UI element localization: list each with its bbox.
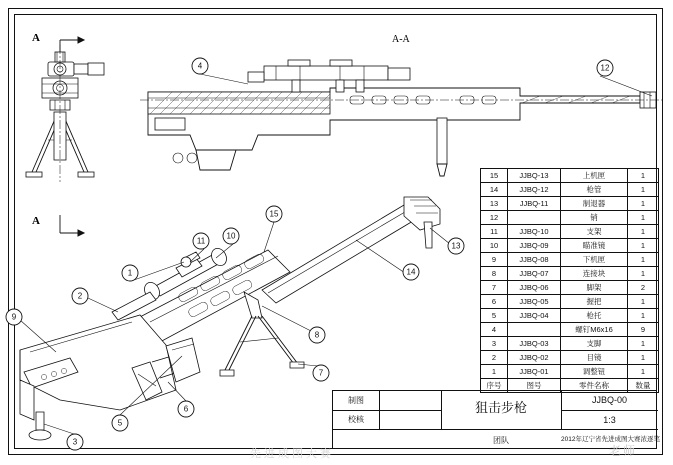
bom-cell-qty: 1 [628, 239, 659, 253]
bom-cell-no: 3 [481, 337, 508, 351]
bom-cell-qty: 1 [628, 197, 659, 211]
bom-cell-qty: 1 [628, 225, 659, 239]
title-block [332, 390, 660, 449]
checked-by-label: 校核 [348, 415, 364, 424]
svg-text:6: 6 [183, 404, 189, 414]
bom-cell-name: 目镜 [561, 351, 628, 365]
bom-cell-name: 制退器 [561, 197, 628, 211]
bom-cell-no: 9 [481, 253, 508, 267]
bom-cell-qty: 1 [628, 267, 659, 281]
bom-cell-name: 脚架 [561, 281, 628, 295]
bom-cell-no: 6 [481, 295, 508, 309]
bom-cell-name: 支架 [561, 225, 628, 239]
bom-cell-code: JJBQ-10 [508, 225, 561, 239]
drawn-by-label: 制图 [348, 396, 364, 405]
bom-cell-name: 握把 [561, 295, 628, 309]
bom-cell-no: 8 [481, 267, 508, 281]
bom-cell-no: 7 [481, 281, 508, 295]
table-row [481, 211, 659, 225]
bom-cell-code: JJBQ-05 [508, 295, 561, 309]
bom-cell-name: 下机匣 [561, 253, 628, 267]
front-view-assembly [26, 45, 104, 182]
svg-text:9: 9 [11, 312, 17, 322]
svg-text:8: 8 [314, 330, 320, 340]
watermark-right: 老师 [608, 444, 637, 458]
bom-cell-code: JJBQ-01 [508, 365, 561, 379]
bom-cell-name: 螺钉M6x16 [561, 323, 628, 337]
bom-cell-code: JJBQ-06 [508, 281, 561, 295]
bom-cell-qty: 1 [628, 351, 659, 365]
bom-cell-code [508, 323, 561, 337]
bom-cell-no: 15 [481, 169, 508, 183]
table-row [481, 169, 659, 183]
bom-cell-qty: 1 [628, 253, 659, 267]
table-row [481, 309, 659, 323]
section-view-rifle [140, 60, 665, 176]
bom-cell-name: 瞄准镜 [561, 239, 628, 253]
bom-cell-qty: 1 [628, 169, 659, 183]
bom-cell-no: 4 [481, 323, 508, 337]
bom-cell-qty: 9 [628, 323, 659, 337]
bom-header-no: 序号 [481, 379, 508, 393]
svg-text:14: 14 [406, 267, 416, 277]
section-mark-bottom [60, 215, 84, 236]
bom-cell-code: JJBQ-03 [508, 337, 561, 351]
bom-cell-no: 1 [481, 365, 508, 379]
bom-cell-code: JJBQ-12 [508, 183, 561, 197]
bom-cell-qty: 1 [628, 295, 659, 309]
bom-cell-no: 14 [481, 183, 508, 197]
bom-cell-name: 调整钮 [561, 365, 628, 379]
table-row [481, 267, 659, 281]
svg-text:12: 12 [600, 63, 610, 73]
bom-header-code: 图号 [508, 379, 561, 393]
svg-text:2: 2 [77, 291, 83, 301]
svg-text:13: 13 [451, 241, 461, 251]
bom-cell-qty: 1 [628, 211, 659, 225]
svg-text:10: 10 [226, 231, 236, 241]
bom-cell-name: 枪管 [561, 183, 628, 197]
bom-cell-code: JJBQ-02 [508, 351, 561, 365]
bom-cell-no: 10 [481, 239, 508, 253]
bom-cell-qty: 1 [628, 365, 659, 379]
svg-text:4: 4 [197, 61, 203, 71]
bom-cell-code: JJBQ-09 [508, 239, 561, 253]
svg-text:1: 1 [127, 268, 133, 278]
bom-cell-qty: 1 [628, 309, 659, 323]
bom-cell-name: 连接块 [561, 267, 628, 281]
bom-cell-no: 2 [481, 351, 508, 365]
team-label: 团队 [493, 436, 509, 445]
bom-cell-qty: 1 [628, 183, 659, 197]
bill-of-materials [480, 168, 659, 393]
bom-header-name: 零件名称 [561, 379, 628, 393]
competition-footer: 2012年辽宁省先进成图大赛浓逐笔 [561, 436, 660, 443]
bom-cell-code: JJBQ-08 [508, 253, 561, 267]
bom-cell-no: 5 [481, 309, 508, 323]
section-mark-label-bottom: A [32, 215, 40, 227]
table-row [481, 183, 659, 197]
svg-text:5: 5 [117, 418, 123, 428]
watermark-center: 先进成图大赛 [250, 448, 334, 460]
bom-cell-name: 上机匣 [561, 169, 628, 183]
svg-text:15: 15 [269, 209, 279, 219]
bom-cell-name: 枪托 [561, 309, 628, 323]
drawing-number: JJBQ-00 [591, 395, 627, 405]
table-row [481, 295, 659, 309]
section-mark-label-top: A [32, 32, 40, 44]
svg-text:11: 11 [196, 236, 206, 246]
svg-text:7: 7 [318, 368, 324, 378]
table-row [481, 323, 659, 337]
table-row [481, 239, 659, 253]
table-row [481, 281, 659, 295]
bom-cell-code: JJBQ-07 [508, 267, 561, 281]
table-row [481, 365, 659, 379]
bom-cell-no: 13 [481, 197, 508, 211]
bom-cell-no: 12 [481, 211, 508, 225]
table-row [481, 337, 659, 351]
bom-cell-name: 支脚 [561, 337, 628, 351]
bom-header-qty: 数量 [628, 379, 659, 393]
table-row [481, 351, 659, 365]
bom-cell-qty: 2 [628, 281, 659, 295]
bom-cell-no: 11 [481, 225, 508, 239]
bom-cell-qty: 1 [628, 337, 659, 351]
svg-text:3: 3 [72, 437, 78, 447]
bom-cell-code: JJBQ-11 [508, 197, 561, 211]
bom-cell-code: JJBQ-13 [508, 169, 561, 183]
bom-cell-code [508, 211, 561, 225]
table-row [481, 197, 659, 211]
drawing-scale: 1:3 [603, 415, 616, 425]
table-row [481, 225, 659, 239]
bom-cell-code: JJBQ-04 [508, 309, 561, 323]
drawing-title: 狙击步枪 [474, 400, 527, 415]
bom-cell-name: 销 [561, 211, 628, 225]
table-row [481, 253, 659, 267]
section-view-title: A-A [392, 34, 410, 45]
